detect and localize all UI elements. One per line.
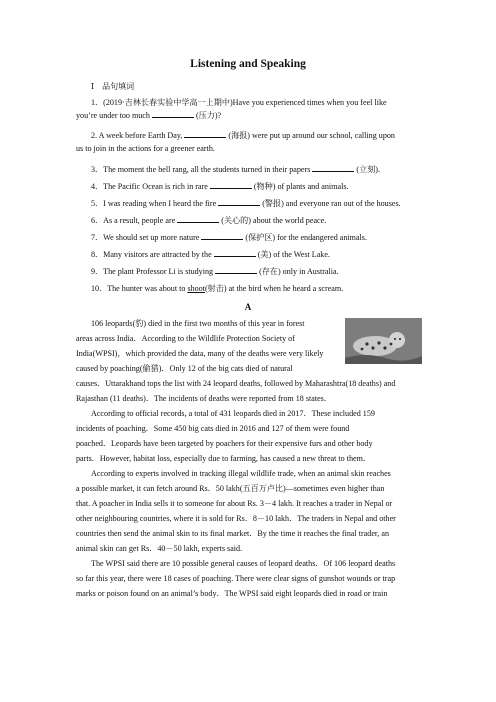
- question-text: 6．As a result, people are: [91, 216, 176, 225]
- question-7: [91, 232, 422, 243]
- passage-line: According to official records, a total of 431 leopards died in 2017．These included 159: [91, 409, 375, 418]
- passage-line: Rajasthan (11 deaths)．The incidents of deaths were reported from 18 states．: [76, 394, 332, 403]
- question-1-cont: [76, 110, 422, 121]
- question-text: 9．The plant Professor Li is studying: [91, 267, 214, 276]
- question-hint: (关心的) about the world peace.: [221, 216, 327, 225]
- passage-line: poached．Leopards have been targeted by poachers for their expensive furs and other body: [76, 439, 373, 448]
- question-text: 1．(2019·吉林长春实验中学高一上期中)Have you experienced times when you feel like: [91, 98, 387, 107]
- question-10: [91, 283, 422, 294]
- passage-line: that. A poacher in India sells it to someone for about Rs. 3－4 lakh. It reaches a trader in Nepal or: [76, 499, 393, 508]
- passage-line: marks or poison found on an animal’s body．The WPSI said eight leopards died in road or train: [76, 589, 388, 598]
- passage-line: 106 leopards(豹) died in the first two months of this year in forest: [91, 319, 305, 328]
- passage-line: caused by poaching(偷猎)．Only 12 of the big cats died of natural: [76, 364, 293, 373]
- question-2-cont: [76, 143, 422, 154]
- question-hint: (保护区) for the endangered animals.: [245, 233, 367, 242]
- question-text: 10．The hunter was about to: [91, 284, 186, 293]
- passage-line: areas across India．According to the Wildlife Protection Society of: [76, 334, 295, 343]
- passage-line: a possible market, it can fetch around Rs．50 lakh(五百万卢比)—sometimes even higher than: [76, 484, 385, 493]
- question-6: [91, 215, 422, 226]
- question-hint: (存在) only in Australia.: [259, 267, 339, 276]
- answer-blank[interactable]: [312, 164, 354, 172]
- question-9: [91, 266, 422, 277]
- question-text: 8．Many visitors are attracted by the: [91, 250, 212, 259]
- leopard-image-icon: [345, 318, 422, 364]
- passage-label: A: [244, 302, 252, 312]
- question-hint: (压力)?: [195, 111, 222, 120]
- passage-line: other neighbouring countries, where it is sold for Rs．8－10 lakh．The traders in Nepal and other: [76, 514, 396, 523]
- passage-line: According to experts involved in tracking illegal wildlife trade, when an animal skin reaches: [91, 469, 391, 478]
- question-hint: (警报) and everyone ran out of the houses.: [262, 199, 401, 208]
- question-1: [91, 97, 422, 108]
- question-hint: (美) of the West Lake.: [257, 250, 330, 259]
- page-title: Listening and Speaking: [190, 58, 306, 70]
- question-text: you’re under too much: [76, 111, 150, 120]
- section-heading: Ⅰ 品句填词: [91, 82, 135, 91]
- passage-line: The WPSI said there are 10 possible general causes of leopard deaths．Of 106 leopard deaths: [91, 559, 396, 568]
- answer-blank[interactable]: [201, 232, 243, 240]
- question-hint: (立刻).: [356, 165, 380, 174]
- question-text: us to join in the actions for a greener earth.: [76, 144, 215, 153]
- passage-line: animal skin can get Rs．40－50 lakh, experts said.: [76, 544, 243, 553]
- passage-line: causes．Uttarakhand tops the list with 24 leopard deaths, followed by Maharashtra(18 deaths) and: [76, 379, 396, 388]
- passage-line: so far this year, there were 18 cases of poaching. There were clear signs of gunshot wounds or trap: [76, 574, 396, 583]
- question-text: 7．We should set up more nature: [91, 233, 200, 242]
- question-hint: (射击) at the bird when he heard a scream.: [204, 284, 344, 293]
- question-text: 5．I was reading when I heard the fire: [91, 199, 217, 208]
- question-3: [91, 164, 422, 175]
- answer-blank[interactable]: [215, 266, 257, 274]
- passage-line: parts．However, habitat loss, especially due to farming, has caused a new threat to them．: [76, 454, 372, 463]
- question-8: [91, 249, 422, 260]
- passage-line: India(WPSI)，which provided the data, many of the deaths were very likely: [76, 349, 324, 358]
- question-5: [91, 198, 422, 209]
- question-2: [91, 130, 422, 141]
- given-answer: shoot: [187, 284, 205, 293]
- question-hint: (物种) of plants and animals.: [253, 182, 349, 191]
- question-hint: (海报) were put up around our school, calling upon: [228, 131, 395, 140]
- answer-blank[interactable]: [177, 215, 219, 223]
- question-text: 2. A week before Earth Day,: [91, 131, 183, 140]
- answer-blank[interactable]: [152, 110, 194, 118]
- passage-line: countries then send the animal skin to its final market．By the time it reaches the final trader, an: [76, 529, 389, 538]
- leopard-photo: [345, 318, 422, 364]
- answer-blank[interactable]: [210, 181, 252, 189]
- passage-line: incidents of poaching．Some 450 big cats died in 2016 and 127 of them were found: [76, 424, 350, 433]
- answer-blank[interactable]: [214, 249, 256, 257]
- answer-blank[interactable]: [184, 130, 226, 138]
- answer-blank[interactable]: [218, 198, 260, 206]
- question-text: 4．The Pacific Ocean is rich in rare: [91, 182, 208, 191]
- question-4: [91, 181, 422, 192]
- question-text: 3．The moment the bell rang, all the students turned in their papers: [91, 165, 311, 174]
